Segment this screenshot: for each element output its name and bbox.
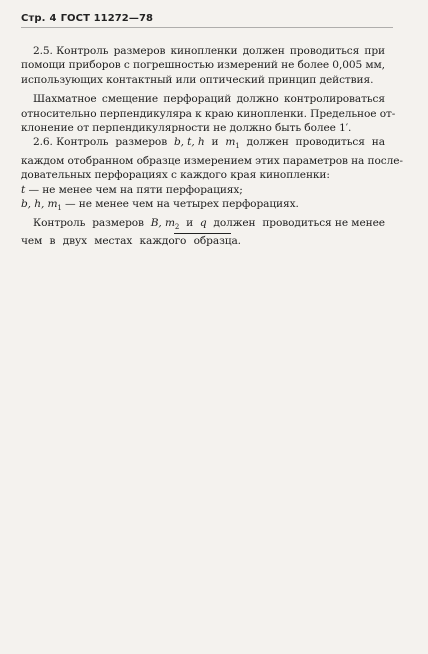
text-fragment: размеров bbox=[113, 45, 166, 57]
variables-B-m: B, m bbox=[150, 216, 175, 229]
text-fragment: чем bbox=[21, 235, 43, 248]
text-line: клонение от перпендикулярности не должно быть более 1′. bbox=[21, 122, 352, 135]
text-line bbox=[33, 135, 385, 154]
variable-q: q bbox=[199, 216, 207, 229]
text-fragment: и bbox=[211, 136, 219, 149]
text-fragment: местах bbox=[94, 235, 133, 248]
page-header bbox=[21, 13, 157, 24]
text-line bbox=[33, 92, 385, 106]
text-fragment: и bbox=[186, 216, 194, 229]
text-fragment: смещение bbox=[101, 93, 159, 106]
text-fragment: 2.5. Контроль bbox=[33, 45, 109, 57]
text-fragment: перфораций bbox=[163, 93, 232, 106]
page-label: Стр. bbox=[21, 13, 46, 24]
text-fragment: на bbox=[371, 136, 385, 149]
text-line: довательных перфорациях с каждого края кинопленки: bbox=[21, 169, 330, 182]
text-fragment: Шахматное bbox=[33, 93, 97, 106]
text-fragment: контролироваться bbox=[284, 93, 385, 106]
text-fragment: образца. bbox=[193, 235, 241, 248]
header-rule bbox=[21, 27, 393, 28]
text-fragment: должен bbox=[242, 45, 285, 57]
text-line: относительно перпендикуляра к краю кинопленки. Предельное от- bbox=[21, 107, 396, 120]
subscript: 1 bbox=[235, 142, 240, 151]
text-fragment: размеров bbox=[92, 216, 144, 229]
page-number: 4 bbox=[49, 13, 57, 24]
subscript: 2 bbox=[174, 222, 180, 231]
text-line: использующих контактный или оптический принцип действия. bbox=[21, 73, 374, 86]
subscript: 1 bbox=[57, 204, 62, 213]
text-fragment: 2.6. Контроль bbox=[33, 136, 109, 149]
text-fragment: — не менее чем на пяти перфорациях; bbox=[25, 183, 243, 196]
standard-code: ГОСТ 11272—78 bbox=[60, 13, 154, 24]
text-line bbox=[33, 216, 385, 235]
text-fragment: двух bbox=[62, 235, 87, 248]
paragraph-perforation-shift bbox=[21, 92, 396, 135]
text-line: каждом отобранном образце измерением этих параметров на после- bbox=[21, 154, 403, 167]
text-fragment: b, t, h bbox=[173, 136, 205, 149]
text-fragment: проводиться bbox=[295, 136, 365, 149]
text-fragment: в bbox=[49, 235, 56, 248]
end-rule bbox=[174, 233, 231, 234]
variable-m: m bbox=[225, 136, 236, 149]
text-fragment: должен bbox=[246, 136, 289, 149]
text-fragment: проводиться не менее bbox=[262, 216, 385, 229]
text-line bbox=[21, 197, 385, 216]
paragraph-2-5 bbox=[21, 44, 385, 87]
text-line bbox=[33, 44, 385, 58]
text-fragment: при bbox=[364, 45, 385, 57]
text-fragment: каждого bbox=[139, 235, 187, 248]
text-fragment: — не менее чем на четырех перфорациях. bbox=[61, 198, 299, 211]
text-fragment: размеров bbox=[115, 136, 168, 149]
text-fragment: кинопленки bbox=[170, 45, 238, 57]
text-line: помощи приборов с погрешностью измерений не более 0,005 мм, bbox=[21, 59, 385, 72]
variable-t: t bbox=[21, 183, 26, 196]
text-fragment bbox=[225, 135, 239, 154]
text-fragment: должно bbox=[236, 93, 279, 106]
paragraph-2-6 bbox=[21, 135, 403, 215]
text-fragment bbox=[151, 216, 180, 235]
text-line bbox=[21, 183, 385, 197]
variables-b-h-m: b, h, m bbox=[21, 198, 58, 211]
text-fragment: должен bbox=[213, 216, 256, 229]
text-line bbox=[21, 234, 241, 248]
document-body bbox=[21, 44, 403, 249]
text-fragment: Контроль bbox=[33, 216, 86, 229]
text-fragment: проводиться bbox=[289, 45, 360, 57]
